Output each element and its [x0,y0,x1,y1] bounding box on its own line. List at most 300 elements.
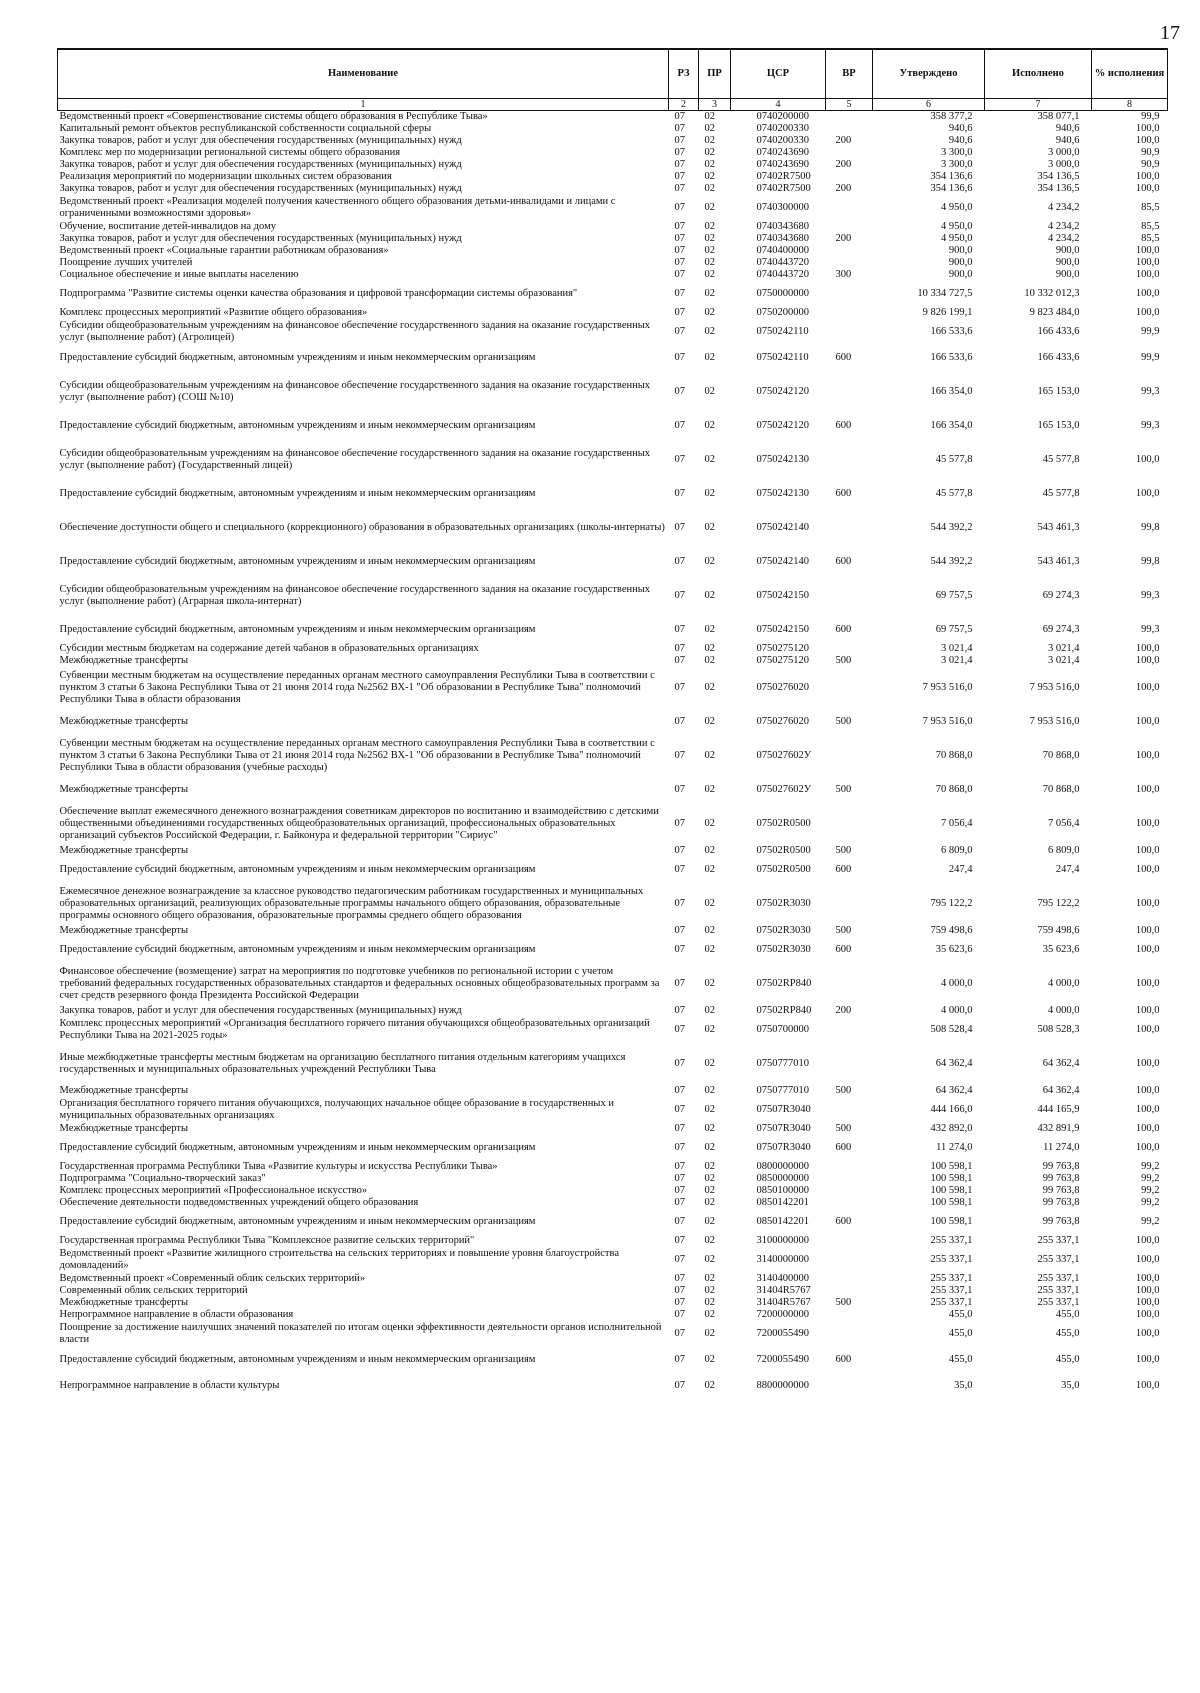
row-rz: 07 [674,1123,685,1134]
row-percent: 100,0 [1135,1142,1160,1153]
row-executed: 247,4 [1055,864,1080,875]
row-percent: 99,3 [1141,624,1160,635]
table-row [58,1135,1168,1161]
row-percent: 100,0 [1135,183,1160,194]
row-pr: 02 [704,818,715,829]
row-csr: 7200055490 [756,1328,809,1339]
row-approved: 255 337,1 [930,1297,973,1308]
column-number: 4 [731,99,826,111]
row-pr: 02 [704,1254,715,1265]
row-executed: 7 953 516,0 [1029,716,1080,727]
row-executed: 99 763,8 [1042,1161,1080,1172]
row-vr: 500 [835,845,852,856]
row-approved: 100 598,1 [930,1161,973,1172]
row-approved: 166 533,6 [930,352,973,363]
row-name: Субсидии общеобразовательным учреждениям на финансовое обеспечение государственного задания на оказание государственных услуг (выполнение работ) (СОШ №10) [59,380,651,403]
row-approved: 70 868,0 [935,784,973,795]
row-vr: 500 [835,925,852,936]
row-rz: 07 [674,590,685,601]
row-rz: 07 [674,1254,685,1265]
row-rz: 07 [674,898,685,909]
row-percent: 100,0 [1135,1285,1160,1296]
row-vr: 200 [835,183,852,194]
row-csr: 31404R5767 [756,1285,811,1296]
row-pr: 02 [704,1085,715,1096]
row-rz: 07 [674,1285,685,1296]
row-csr: 0740343680 [756,233,809,244]
row-percent: 100,0 [1135,643,1160,654]
row-rz: 07 [674,624,685,635]
row-csr: 0740400000 [756,245,809,256]
row-executed: 900,0 [1055,257,1080,268]
row-vr [826,319,873,345]
row-vr [826,963,873,1005]
row-pr: 02 [704,1185,715,1196]
row-name: Социальное обеспечение и иные выплаты населению [59,269,299,280]
row-approved: 166 533,6 [930,326,973,337]
table-row [58,1173,1168,1185]
table-row [58,845,1168,857]
row-pr: 02 [704,1058,715,1069]
row-name: Ведомственный проект «Современный облик сельских территорий» [59,1273,366,1284]
row-name: Государственная программа Республики Тыва "Комплексное развитие сельских территорий" [59,1235,475,1246]
row-csr: 07502R3030 [756,898,811,909]
row-percent: 100,0 [1135,716,1160,727]
row-vr [826,1161,873,1173]
row-name: Субсидии общеобразовательным учреждениям на финансовое обеспечение государственного задания на оказание государственных услуг (выполнение работ) (Государственный лицей) [59,448,651,471]
row-rz: 07 [674,818,685,829]
table-header [58,49,1168,111]
row-approved: 7 953 516,0 [922,682,973,693]
row-pr: 02 [704,135,715,146]
row-name: Предоставление субсидий бюджетным, автономным учреждениям и иным некоммерческим организациям [59,864,536,875]
row-csr: 07502R0500 [756,864,811,875]
row-percent: 85,5 [1141,233,1160,244]
row-rz: 07 [674,716,685,727]
row-csr: 0750242140 [756,522,809,533]
row-executed: 940,6 [1055,135,1080,146]
table-row [58,1347,1168,1373]
row-pr: 02 [704,1024,715,1035]
row-vr: 500 [835,1297,852,1308]
row-name: Финансовое обеспечение (возмещение) затрат на мероприятия по подготовке учебников по региональной истории с учетом требований федеральных государственных образовательных стандартов и федеральных основных общеобразовательных программ за счет средств резервного фонда Президента Российской Федерации [59,966,660,1001]
row-percent: 100,0 [1135,488,1160,499]
row-pr: 02 [704,1273,715,1284]
row-percent: 100,0 [1135,1254,1160,1265]
row-name: Субвенции местным бюджетам на осуществление переданных органам местного самоуправления Республики Тыва в соответствии с пунктом 3 статьи 6 Закона Республики Тыва от 21 июня 2014 года №2562 ВХ-1 "Об образовании в Республике Тыва" полномочий Республики Тыва в области образования [59,670,655,705]
row-pr: 02 [704,1123,715,1134]
table-row [58,1043,1168,1085]
row-csr: 0750700000 [756,1024,809,1035]
row-pr: 02 [704,1005,715,1016]
row-rz: 07 [674,1273,685,1284]
row-executed: 354 136,5 [1037,171,1080,182]
row-name: Предоставление субсидий бюджетным, автономным учреждениям и иным некоммерческим организациям [59,420,536,431]
table-row [58,883,1168,925]
row-csr: 0740343680 [756,221,809,232]
row-name: Межбюджетные трансферты [59,1085,189,1096]
row-executed: 165 153,0 [1037,386,1080,397]
row-percent: 100,0 [1135,898,1160,909]
row-rz: 07 [674,307,685,318]
row-name: Предоставление субсидий бюджетным, автономным учреждениям и иным некоммерческим организациям [59,944,536,955]
row-pr: 02 [704,1297,715,1308]
row-percent: 99,3 [1141,420,1160,431]
row-name: Межбюджетные трансферты [59,1123,189,1134]
row-rz: 07 [674,257,685,268]
table-row [58,159,1168,171]
table-row [58,1209,1168,1235]
row-vr: 600 [835,864,852,875]
row-vr [826,147,873,159]
row-executed: 35,0 [1061,1380,1080,1391]
row-approved: 6 809,0 [941,845,973,856]
row-vr [826,1017,873,1043]
row-vr: 600 [835,944,852,955]
row-csr: 0740443720 [756,257,809,268]
row-csr: 0740243690 [756,147,809,158]
row-name: Межбюджетные трансферты [59,925,189,936]
row-percent: 99,3 [1141,590,1160,601]
header-csr: ЦСР [731,49,826,99]
row-pr: 02 [704,1328,715,1339]
row-rz: 07 [674,202,685,213]
row-csr: 7200000000 [756,1309,809,1320]
row-executed: 432 891,9 [1037,1123,1080,1134]
row-vr [826,439,873,481]
row-percent: 99,9 [1141,111,1160,122]
row-pr: 02 [704,1216,715,1227]
table-row [58,481,1168,507]
row-approved: 45 577,8 [935,454,973,465]
budget-execution-table [57,48,1168,1399]
row-csr: 0740200330 [756,123,809,134]
row-vr [826,1247,873,1273]
row-vr: 500 [835,716,852,727]
row-approved: 45 577,8 [935,488,973,499]
row-approved: 247,4 [948,864,973,875]
table-row [58,171,1168,183]
table-row [58,643,1168,655]
row-vr [826,1185,873,1197]
table-row [58,507,1168,549]
row-executed: 99 763,8 [1042,1216,1080,1227]
table-row [58,257,1168,269]
row-approved: 3 300,0 [941,147,973,158]
row-csr: 0750242110 [756,326,809,337]
row-executed: 900,0 [1055,245,1080,256]
row-csr: 0750242110 [756,352,809,363]
row-percent: 100,0 [1135,1005,1160,1016]
column-number: 8 [1092,99,1168,111]
row-rz: 07 [674,1297,685,1308]
row-rz: 07 [674,386,685,397]
row-csr: 07507R3040 [756,1104,811,1115]
row-approved: 900,0 [948,257,973,268]
row-rz: 07 [674,1309,685,1320]
row-percent: 100,0 [1135,1104,1160,1115]
header-percent: % исполнения [1092,49,1168,99]
row-percent: 100,0 [1135,1085,1160,1096]
row-rz: 07 [674,1185,685,1196]
row-approved: 69 757,5 [935,624,973,635]
row-name: Закупка товаров, работ и услуг для обеспечения государственных (муниципальных) нужд [59,159,462,170]
row-vr [826,221,873,233]
row-rz: 07 [674,135,685,146]
header-name: Наименование [58,49,669,99]
row-name: Предоставление субсидий бюджетным, автономным учреждениям и иным некоммерческим организациям [59,556,536,567]
row-percent: 100,0 [1135,1123,1160,1134]
row-csr: 3100000000 [756,1235,809,1246]
row-executed: 69 274,3 [1042,624,1080,635]
row-name: Современный облик сельских территорий [59,1285,248,1296]
row-pr: 02 [704,522,715,533]
row-executed: 45 577,8 [1042,488,1080,499]
row-vr [826,803,873,845]
row-csr: 0740243690 [756,159,809,170]
row-csr: 07502RP840 [756,978,812,989]
row-approved: 544 392,2 [930,556,973,567]
row-vr: 200 [835,159,852,170]
table-row [58,1005,1168,1017]
row-csr: 7200055490 [756,1354,809,1365]
row-executed: 7 953 516,0 [1029,682,1080,693]
row-executed: 45 577,8 [1042,454,1080,465]
table-row [58,1321,1168,1347]
row-csr: 3140000000 [756,1254,809,1265]
row-approved: 455,0 [948,1309,973,1320]
row-name: Обеспечение выплат ежемесячного денежного вознаграждения советникам директоров по воспитанию и взаимодействию с детскими общественными объединениями государственных общеобразовательных организаций, профессиональных образовательных организаций субъектов Российской Федерации, г. Байконура и федеральной территории "Сириус" [59,806,659,841]
row-name: Ведомственный проект «Совершенствование системы общего образования в Республике Тыва» [59,111,488,122]
row-vr: 600 [835,1142,852,1153]
table-row [58,413,1168,439]
row-pr: 02 [704,750,715,761]
row-executed: 99 763,8 [1042,1197,1080,1208]
row-csr: 0750242150 [756,624,809,635]
row-approved: 4 950,0 [941,202,973,213]
row-csr: 0740300000 [756,202,809,213]
table-row [58,221,1168,233]
row-approved: 64 362,4 [935,1085,973,1096]
row-vr: 500 [835,655,852,666]
table-row [58,617,1168,643]
row-executed: 255 337,1 [1037,1273,1080,1284]
header-approved: Утверждено [873,49,985,99]
row-approved: 166 354,0 [930,420,973,431]
row-name: Закупка товаров, работ и услуг для обеспечения государственных (муниципальных) нужд [59,183,462,194]
row-executed: 3 021,4 [1048,643,1080,654]
row-csr: 0750276020 [756,682,809,693]
row-csr: 0850142201 [756,1216,809,1227]
row-csr: 07502R3030 [756,944,811,955]
row-percent: 90,9 [1141,147,1160,158]
row-pr: 02 [704,420,715,431]
row-percent: 100,0 [1135,1297,1160,1308]
row-percent: 100,0 [1135,288,1160,299]
row-rz: 07 [674,221,685,232]
row-vr [826,1235,873,1247]
row-csr: 8800000000 [756,1380,809,1391]
row-executed: 795 122,2 [1037,898,1080,909]
table-row [58,1123,1168,1135]
row-percent: 100,0 [1135,655,1160,666]
table-row [58,1247,1168,1273]
row-rz: 07 [674,682,685,693]
row-vr: 600 [835,624,852,635]
table-row [58,1097,1168,1123]
row-approved: 255 337,1 [930,1235,973,1246]
row-percent: 90,9 [1141,159,1160,170]
row-percent: 100,0 [1135,1354,1160,1365]
row-name: Межбюджетные трансферты [59,784,189,795]
row-executed: 354 136,5 [1037,183,1080,194]
row-pr: 02 [704,288,715,299]
row-name: Подпрограмма "Социально-творческий заказ" [59,1173,266,1184]
row-rz: 07 [674,784,685,795]
row-csr: 0750242130 [756,454,809,465]
row-pr: 02 [704,944,715,955]
row-rz: 07 [674,288,685,299]
row-vr: 300 [835,269,852,280]
row-name: Закупка товаров, работ и услуг для обеспечения государственных (муниципальных) нужд [59,233,462,244]
row-percent: 100,0 [1135,1058,1160,1069]
row-name: Межбюджетные трансферты [59,655,189,666]
row-name: Капитальный ремонт объектов республиканской собственности социальной сферы [59,123,432,134]
row-executed: 9 823 484,0 [1029,307,1080,318]
row-executed: 4 000,0 [1048,1005,1080,1016]
row-percent: 100,0 [1135,818,1160,829]
row-rz: 07 [674,845,685,856]
row-executed: 64 362,4 [1042,1058,1080,1069]
row-vr [826,171,873,183]
row-vr [826,1097,873,1123]
table-row [58,1161,1168,1173]
row-approved: 64 362,4 [935,1058,973,1069]
row-rz: 07 [674,111,685,122]
row-rz: 07 [674,1173,685,1184]
row-approved: 4 000,0 [941,978,973,989]
row-csr: 31404R5767 [756,1297,811,1308]
row-approved: 354 136,6 [930,183,973,194]
row-percent: 100,0 [1135,1235,1160,1246]
row-vr [826,281,873,307]
table-row [58,345,1168,371]
row-executed: 10 332 012,3 [1024,288,1080,299]
row-csr: 0750275120 [756,643,809,654]
row-csr: 0750242150 [756,590,809,601]
row-executed: 543 461,3 [1037,556,1080,567]
row-csr: 07402R7500 [756,183,811,194]
column-number: 3 [699,99,731,111]
row-rz: 07 [674,655,685,666]
row-approved: 100 598,1 [930,1197,973,1208]
row-rz: 07 [674,171,685,182]
row-approved: 35 623,6 [935,944,973,955]
row-name: Субсидии общеобразовательным учреждениям на финансовое обеспечение государственного задания на оказание государственных услуг (выполнение работ) (Агролицей) [59,320,651,343]
column-number: 6 [873,99,985,111]
header-pr: ПР [699,49,731,99]
row-vr [826,195,873,221]
row-csr: 075027602У [756,750,812,761]
row-approved: 69 757,5 [935,590,973,601]
row-rz: 07 [674,183,685,194]
row-vr [826,735,873,777]
row-csr: 0750200000 [756,307,809,318]
row-vr: 200 [835,135,852,146]
row-pr: 02 [704,171,715,182]
row-pr: 02 [704,386,715,397]
row-pr: 02 [704,202,715,213]
row-percent: 100,0 [1135,1273,1160,1284]
table-row [58,1297,1168,1309]
header-vr: ВР [826,49,873,99]
table-row [58,1273,1168,1285]
row-vr [826,643,873,655]
row-executed: 6 809,0 [1048,845,1080,856]
table-row [58,319,1168,345]
row-name: Межбюджетные трансферты [59,716,189,727]
row-percent: 100,0 [1135,784,1160,795]
table-row [58,147,1168,159]
row-csr: 0750242120 [756,386,809,397]
row-percent: 100,0 [1135,1309,1160,1320]
row-name: Межбюджетные трансферты [59,1297,189,1308]
row-executed: 69 274,3 [1042,590,1080,601]
row-approved: 900,0 [948,269,973,280]
row-csr: 0750242130 [756,488,809,499]
row-executed: 543 461,3 [1037,522,1080,533]
row-name: Межбюджетные трансферты [59,845,189,856]
row-vr: 500 [835,1085,852,1096]
row-approved: 166 354,0 [930,386,973,397]
row-executed: 70 868,0 [1042,784,1080,795]
row-name: Закупка товаров, работ и услуг для обеспечения государственных (муниципальных) нужд [59,135,462,146]
row-pr: 02 [704,864,715,875]
row-csr: 07402R7500 [756,171,811,182]
row-executed: 444 165,9 [1037,1104,1080,1115]
row-rz: 07 [674,1235,685,1246]
row-approved: 100 598,1 [930,1173,973,1184]
table-row [58,269,1168,281]
row-percent: 99,2 [1141,1185,1160,1196]
row-name: Иные межбюджетные трансферты местным бюджетам на организацию бесплатного питания отдельным категориям учащихся государственных и муниципальных образовательных учреждений Республики Тыва [59,1052,626,1075]
row-name: Государственная программа Республики Тыва «Развитие культуры и искусства Республики Тыва» [59,1161,498,1172]
row-name: Поощрение лучших учителей [59,257,193,268]
row-approved: 358 377,2 [930,111,973,122]
row-vr: 200 [835,1005,852,1016]
table-row [58,1285,1168,1297]
row-pr: 02 [704,1309,715,1320]
row-executed: 255 337,1 [1037,1254,1080,1265]
row-approved: 3 021,4 [941,655,973,666]
row-pr: 02 [704,978,715,989]
row-name: Обучение, воспитание детей-инвалидов на дому [59,221,276,232]
row-vr [826,371,873,413]
row-name: Подпрограмма "Развитие системы оценки качества образования и цифровой трансформации системы образования" [59,288,578,299]
row-vr [826,1273,873,1285]
row-name: Ведомственный проект «Реализация моделей получения качественного общего образования детьми-инвалидами и лицами с ограниченными возможностями здоровья» [59,196,616,219]
row-percent: 100,0 [1135,171,1160,182]
table-row [58,281,1168,307]
row-rz: 07 [674,1380,685,1391]
row-name: Поощрение за достижение наилучших значений показателей по итогам оценки эффективности деятельности органов исполнительной власти [59,1322,662,1345]
row-rz: 07 [674,1216,685,1227]
row-rz: 07 [674,1328,685,1339]
row-rz: 07 [674,643,685,654]
row-name: Комплекс мер по модернизации региональной системы общего образования [59,147,401,158]
row-name: Ведомственный проект «Развитие жилищного строительства на сельских территориях и повышение уровня благоустройства домовладений» [59,1248,619,1271]
row-executed: 7 056,4 [1048,818,1080,829]
